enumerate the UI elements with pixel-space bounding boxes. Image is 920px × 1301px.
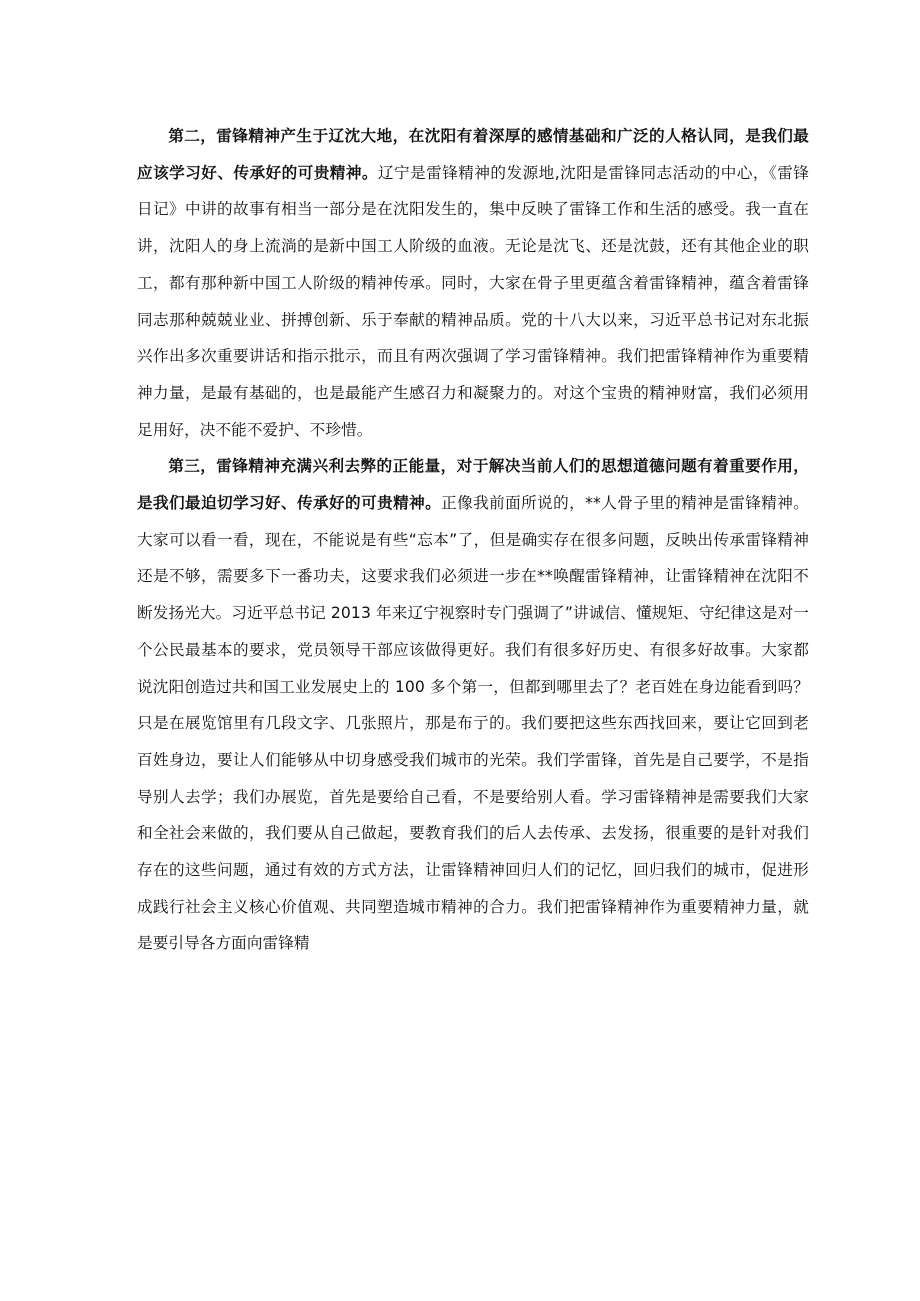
paragraph-body-text: 正像我前面所说的，**人骨子里的精神是雷锋精神。大家可以看一看，现在，不能说是有些“忘本”了，但是确实存在很多问题，反映出传承雷锋精神还是不够，需要多下一番功夫，这要求我们必须进一步在**唤醒雷锋精神，让雷锋精神在沈阳不断发扬光大。习近平总书记 2013 年来辽宁视察时专门强调了”讲诚信、懂规矩、守纪律这是对一个公民最基本的要求，党员领导干部应该做得更好。我们有很多好历史、有很多好故事。大家都说沈阳创造过共和国工业发展史上的 100 多个第一，但都到哪里去了？老百姓在身边能看到吗？只是在展览馆里有几段文字、几张照片，那是布亍的。我们要把这些东西找回来，要让它回到老百姓身边，要让人们能够从中切身感受我们城市的光荣。我们学雷锋，首先是自己要学，不是指导别人去学；我们办展览，首先是要给自己看，不是要给别人看。学习雷锋精神是需要我们大家和全社会来做的，我们要从自己做起，要教育我们的后人去传承、去发扬，很重要的是针对我们存在的这些问题，通过有效的方式方法，让雷锋精神回归人们的记忆，回归我们的城市，促进形成践行社会主义核心价值观、共同塑造城市精神的合力。我们把雷锋精神作为重要精神力量，就是要引导各方面向雷锋精 bbox=[137, 494, 809, 953]
paragraph-body-text: 辽宁是雷锋精神的发源地,沈阳是雷锋同志活动的中心，《雷锋日记》中讲的故事有相当一部分是在沈阳发生的，集中反映了雷锋工作和生活的感受。我一直在讲，沈阳人的身上流淌的是新中国工人阶级的血液。无论是沈飞、还是沈鼓，还有其他企业的职工，都有那种新中国工人阶级的精神传承。同时，大家在骨子里更蕴含着雷锋精神，蕴含着雷锋同志那种兢兢业业、拼搏创新、乐于奉献的精神品质。党的十八大以来，习近平总书记对东北振兴作出多次重要讲话和指示批示，而且有两次强调了学习雷锋精神。我们把雷锋精神作为重要精神力量，是最有基础的，也是最能产生感召力和凝聚力的。对这个宝贵的精神财富，我们必须用足用好，决不能不爱护、不珍惜。 bbox=[137, 163, 809, 439]
paragraph-lead-heading: 第二，雷锋精神产生于辽沈大地，在沈阳有着深厚的感情基础和广泛的人格认同，是我们最应该学习好、传承好的可贵精神。 bbox=[137, 127, 809, 182]
document-body bbox=[137, 118, 809, 962]
paragraph-third-point bbox=[137, 448, 809, 962]
paragraph-lead-heading: 第三，雷锋精神充满兴利去弊的正能量，对于解决当前人们的思想道德问题有着重要作用，是我们最迫切学习好、传承好的可贵精神。 bbox=[137, 457, 809, 513]
paragraph-second-point bbox=[137, 118, 809, 448]
